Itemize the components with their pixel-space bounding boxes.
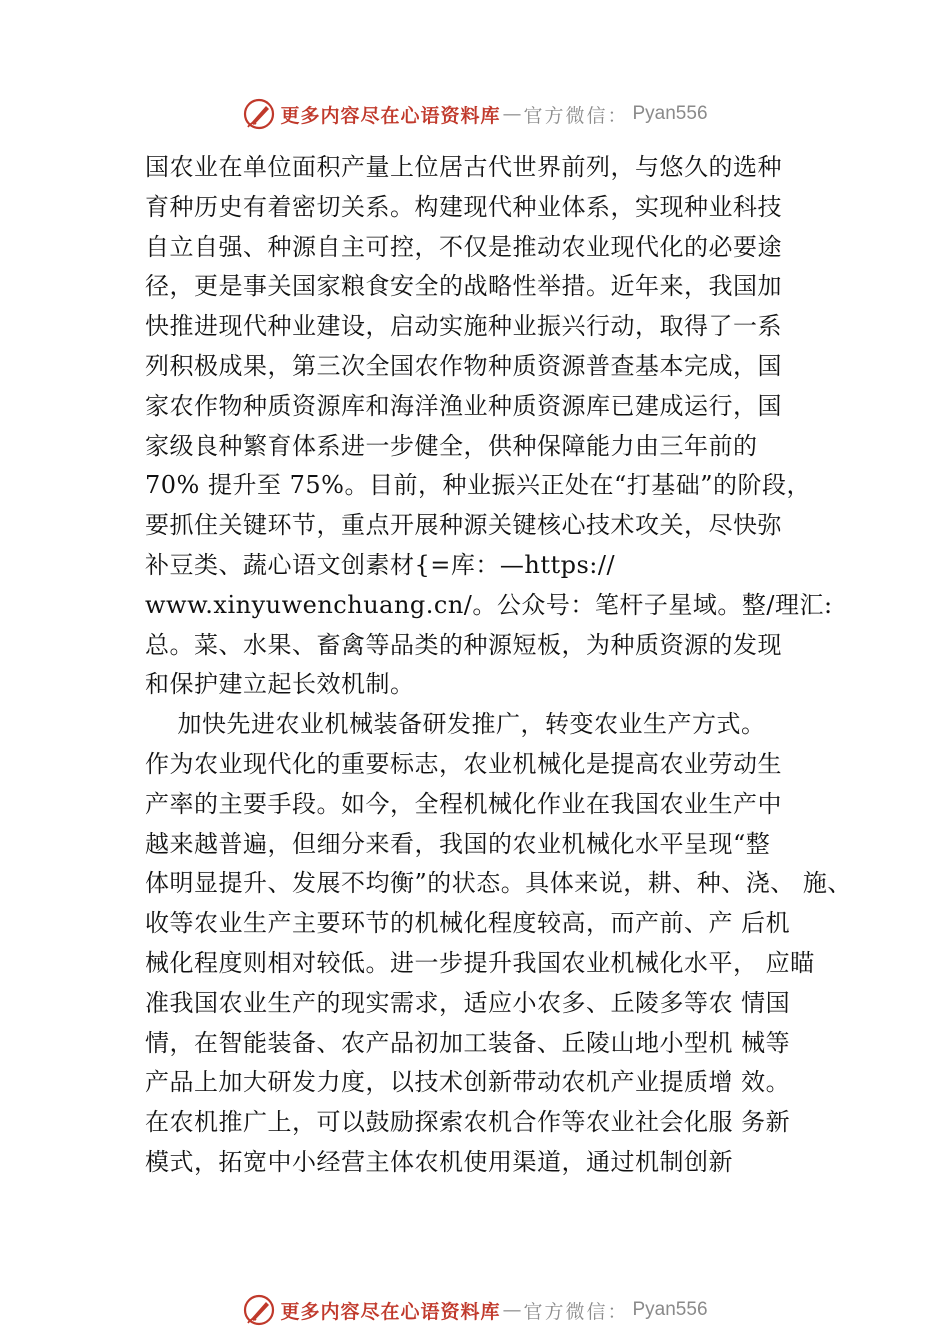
text-line: www.xinyuwenchuang.cn/。公众号：笔杆子星域。整/理汇: (145, 590, 833, 619)
banner-dash: — (502, 1299, 522, 1321)
text-line: 收等农业生产主要环节的机械化程度较高，而产前、产 后机 (145, 909, 791, 938)
pen-logo-icon (242, 97, 276, 131)
text-line: 自立自强、种源自主可控，不仅是推动农业现代化的必要途 (145, 232, 782, 261)
text-line: 产品上加大研发力度，以技术创新带动农机产业提质增 效。 (145, 1068, 791, 1097)
text-line: 家农作物种质资源库和海洋渔业种质资源库已建成运行，国 (145, 391, 782, 420)
text-line: 在农机推广上，可以鼓励探索农机合作等农业社会化服 务新 (145, 1108, 791, 1137)
text-line: 作为农业现代化的重要标志，农业机械化是提高农业劳动生 (145, 749, 782, 778)
text-line: 补豆类、蔬心语文创素材{=库：—https:// (145, 550, 616, 579)
text-line: 情，在智能装备、农产品初加工装备、丘陵山地小型机 械等 (145, 1028, 791, 1057)
text-line: 列积极成果，第三次全国农作物种质资源普查基本完成，国 (145, 351, 782, 380)
text-line: 械化程度则相对较低。进一步提升我国农业机械化水平， 应瞄 (145, 948, 815, 977)
text-line: 育种历史有着密切关系。构建现代种业体系，实现种业科技 (145, 192, 782, 221)
header-banner (0, 94, 950, 134)
footer-banner (0, 1290, 950, 1330)
text-line: 要抓住关键环节，重点开展种源关键核心技术攻关，尽快弥 (145, 511, 782, 540)
text-line: 径，更是事关国家粮食安全的战略性举措。近年来，我国加 (145, 272, 782, 301)
text-line: 产率的主要手段。如今，全程机械化作业在我国农业生产中 (145, 789, 782, 818)
text-line: 快推进现代种业建设，启动实施种业振兴行动，取得了一系 (145, 312, 782, 341)
text-line: 模式，拓宽中小经营主体农机使用渠道，通过机制创新 (145, 1147, 733, 1176)
text-line: 家级良种繁育体系进一步健全，供种保障能力由三年前的 (145, 431, 758, 460)
banner-wechat-id: Pyan556 (632, 1299, 708, 1320)
text-line: 总。菜、水果、畜禽等品类的种源短板，为种质资源的发现 (145, 630, 782, 659)
text-line: 越来越普遍，但细分来看，我国的农业机械化水平呈现“整 (145, 829, 771, 858)
banner-promo-text: 更多内容尽在心语资料库 (280, 1300, 501, 1323)
pen-logo-icon (242, 1293, 276, 1327)
banner-promo-text: 更多内容尽在心语资料库 (280, 104, 501, 127)
text-line: 体明显提升、发展不均衡”的状态。具体来说，耕、种、浇、 施、 (145, 869, 852, 898)
banner-wechat-label: 官方微信： (523, 1300, 629, 1323)
banner-wechat-id: Pyan556 (632, 103, 708, 124)
banner-wechat-label: 官方微信： (523, 104, 629, 127)
text-line: 70% 提升至 75%。目前，种业振兴正处在“打基础”的阶段， (145, 471, 811, 500)
article-body (145, 148, 865, 1183)
text-line: 准我国农业生产的现实需求，适应小农多、丘陵多等农 情国 (145, 988, 791, 1017)
banner-dash: — (502, 103, 522, 125)
text-line: 国农业在单位面积产量上位居古代世界前列，与悠久的选种 (145, 153, 782, 181)
paragraph-start-line: 加快先进农业机械装备研发推广，转变农业生产方式。 (145, 710, 766, 739)
text-line: 和保护建立起长效机制。 (145, 670, 415, 699)
